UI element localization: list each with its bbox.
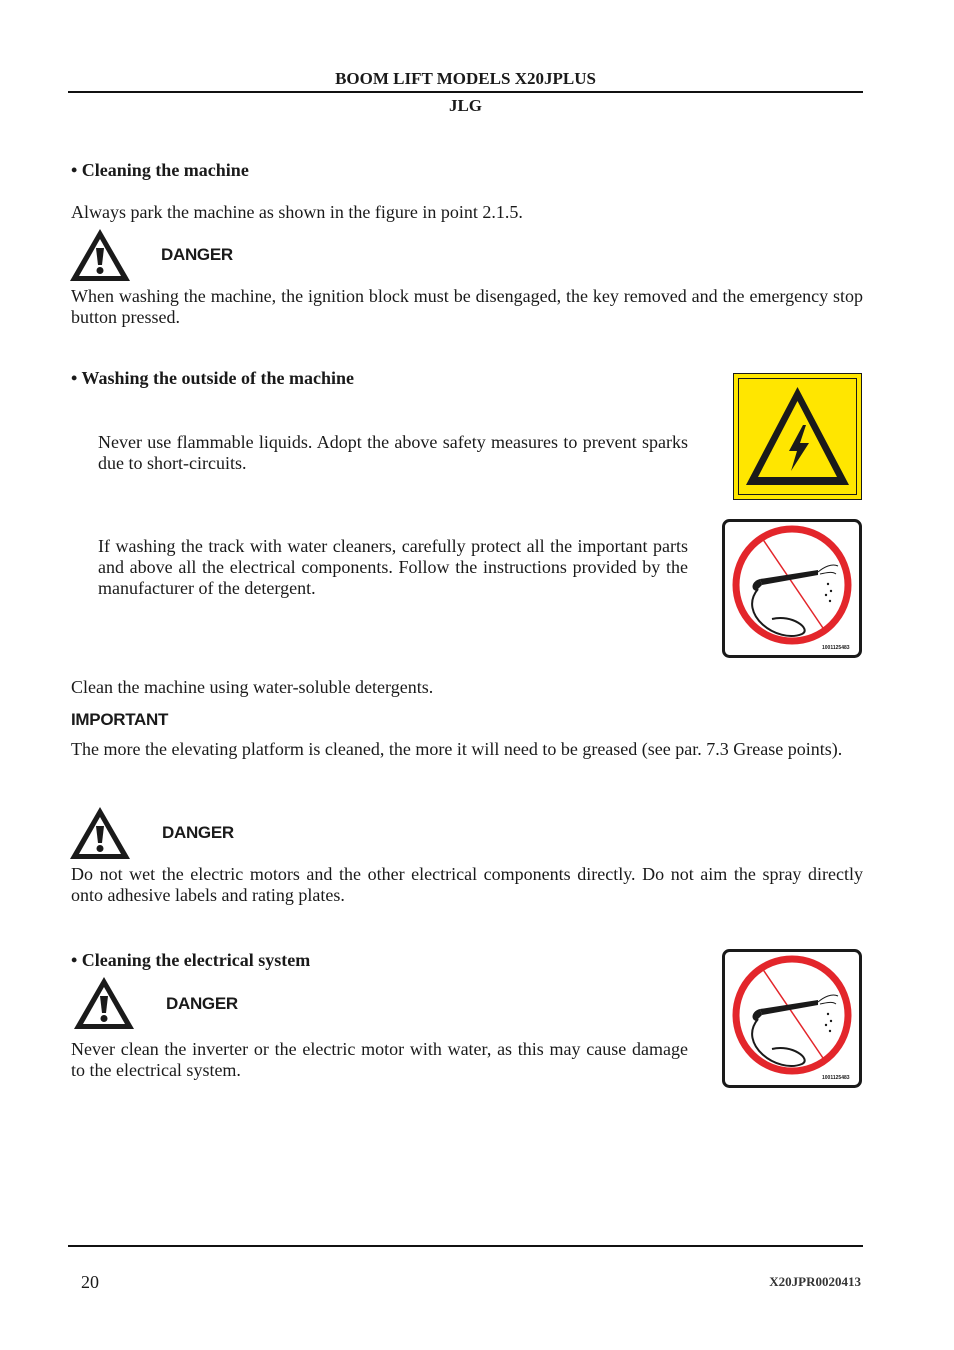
section-heading-cleaning-machine: • Cleaning the machine <box>71 160 249 180</box>
park-instruction: Always park the machine as shown in the figure in point 2.1.5. <box>71 202 523 222</box>
document-code: X20JPR0020413 <box>769 1274 861 1289</box>
footer-divider <box>68 1245 863 1247</box>
danger-triangle-icon <box>72 975 136 1031</box>
danger-triangle-icon <box>68 227 132 283</box>
danger-triangle-icon <box>68 805 132 861</box>
water-cleaner-instruction: If washing the track with water cleaners, carefully protect all the important parts and above all the electrical components. Follow the instructions provided by the manufacturer of the detergent. <box>98 536 688 598</box>
danger-text-inverter: Never clean the inverter or the electric motor with water, as this may cause damage to the electrical system. <box>71 1039 688 1080</box>
important-text-grease: The more the elevating platform is cleaned, the more it will need to be greased (see par. 7.3 Grease points). <box>71 739 843 759</box>
no-water-spray-sign-icon <box>722 519 862 658</box>
section-heading-washing-outside: • Washing the outside of the machine <box>71 368 354 388</box>
flammable-liquids-warning: Never use flammable liquids. Adopt the above safety measures to prevent sparks due to short-circuits. <box>98 432 688 473</box>
danger-text-ignition: When washing the machine, the ignition block must be disengaged, the key removed and the emergency stop button pressed. <box>71 286 863 327</box>
danger-label: DANGER <box>162 823 234 842</box>
header-divider <box>68 91 863 93</box>
no-water-spray-sign-icon <box>722 949 862 1088</box>
detergent-instruction: Clean the machine using water-soluble detergents. <box>71 677 434 697</box>
sign-code-label: 1001125483 <box>822 1075 850 1081</box>
page-number: 20 <box>81 1272 99 1292</box>
danger-label: DANGER <box>166 994 238 1013</box>
document-brand: JLG <box>448 96 483 115</box>
danger-text-electric-motors: Do not wet the electric motors and the other electrical components directly. Do not aim the spray directly onto adhesive labels and rating plates. <box>71 864 863 905</box>
important-label: IMPORTANT <box>71 710 169 729</box>
section-heading-electrical: • Cleaning the electrical system <box>71 950 311 970</box>
electrical-hazard-sign-icon <box>733 373 862 500</box>
sign-code-label: 1001125483 <box>822 645 850 651</box>
document-title: BOOM LIFT MODELS X20JPLUS <box>335 69 596 88</box>
danger-label: DANGER <box>161 245 233 264</box>
